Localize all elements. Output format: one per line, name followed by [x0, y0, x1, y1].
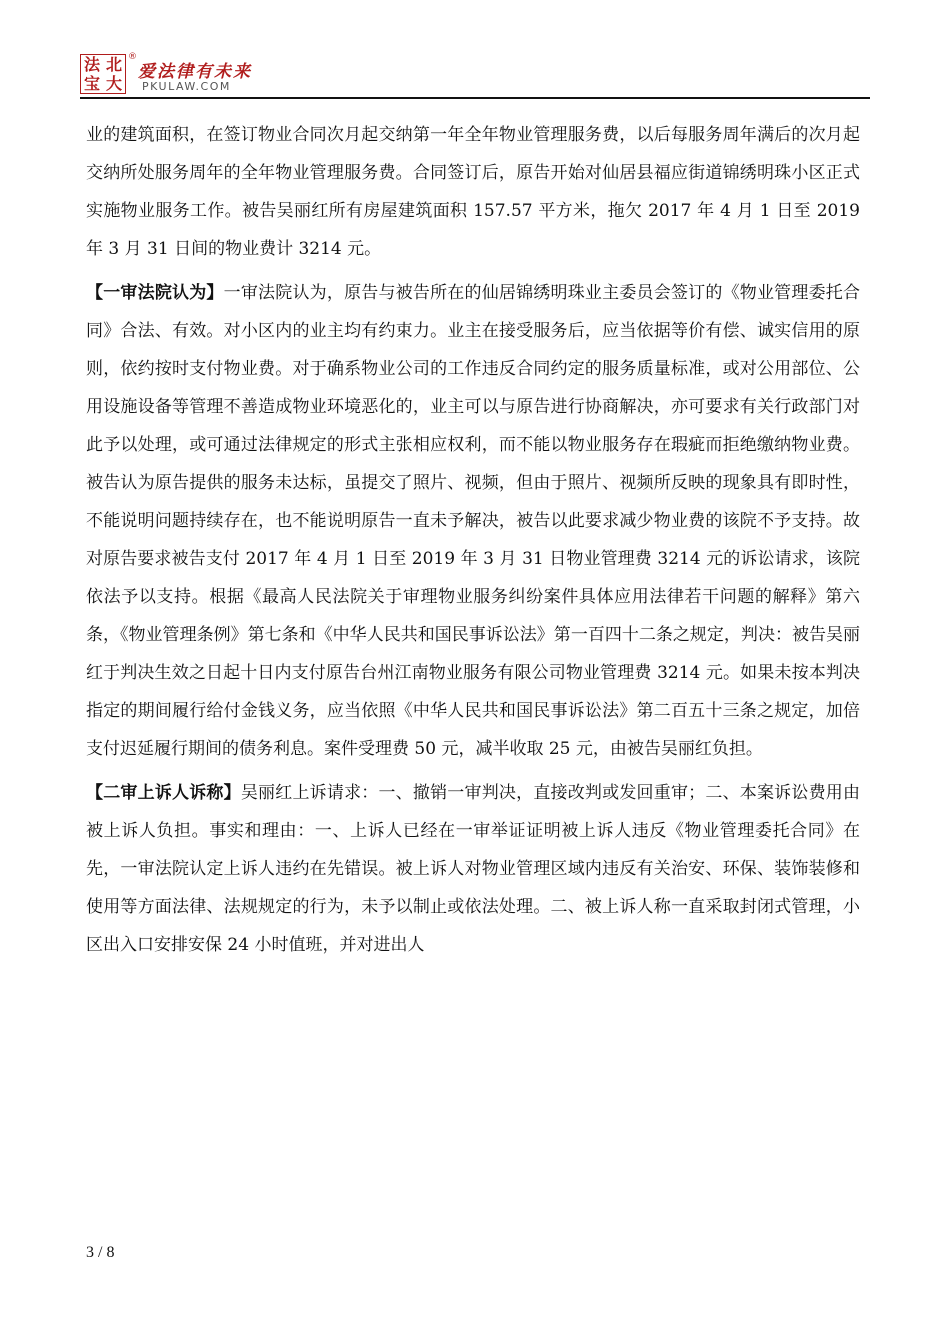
page-number: 3 / 8	[86, 1244, 115, 1261]
paragraph-text: 吴丽红上诉请求：一、撤销一审判决，直接改判或发回重审；二、本案诉讼费用由被上诉人负担。事实和理由：一、上诉人已经在一审举证证明被上诉人违反《物业管理委托合同》在先，一审法院认定上诉人违约在先错误。被上诉人对物业管理区域内违反有关治安、环保、装饰装修和使用等方面法律、法规规定的行为，未予以制止或依法处理。二、被上诉人称一直采取封闭式管理，小区出入口安排安保 24 小时值班，并对进出人	[86, 783, 861, 955]
section-label: 【一审法院认为】	[86, 283, 224, 303]
logo-slogan: 爱法律有未来	[138, 62, 252, 82]
header-divider	[80, 97, 870, 99]
document-body	[86, 116, 860, 970]
logo-char: 北	[105, 55, 122, 74]
logo-site: PKULAW.COM	[142, 80, 231, 93]
pkulaw-logo	[80, 54, 126, 94]
section-label: 【二审上诉人诉称】	[86, 783, 241, 803]
logo-char: 宝	[83, 74, 100, 93]
page-header	[80, 50, 870, 100]
paragraph	[86, 274, 860, 768]
paragraph-text: 一审法院认为，原告与被告所在的仙居锦绣明珠业主委员会签订的《物业管理委托合同》合法、有效。对小区内的业主均有约束力。业主在接受服务后，应当依据等价有偿、诚实信用的原则，依约按时支付物业费。对于确系物业公司的工作违反合同约定的服务质量标准，或对公用部位、公用设施设备等管理不善造成物业环境恶化的，业主可以与原告进行协商解决，亦可要求有关行政部门对此予以处理，或可通过法律规定的形式主张相应权利，而不能以物业服务存在瑕疵而拒绝缴纳物业费。被告认为原告提供的服务未达标，虽提交了照片、视频，但由于照片、视频所反映的现象具有即时性，不能说明问题持续存在，也不能说明原告一直未予解决，被告以此要求减少物业费的该院不予支持。故对原告要求被告支付 2017 年 4 月 1 日至 2019 年 3 月 31 日物业管理费 3214 元的诉讼请求，该院依法予以支持。根据《最高人民法院关于审理物业服务纠纷案件具体应用法律若干问题的解释》第六条，《物业管理条例》第七条和《中华人民共和国民事诉讼法》第一百四十二条之规定，判决：被告吴丽红于判决生效之日起十日内支付原告台州江南物业服务有限公司物业管理费 3214 元。如果未按本判决指定的期间履行给付金钱义务，应当依照《中华人民共和国民事诉讼法》第二百五十三条之规定，加倍支付迟延履行期间的债务利息。案件受理费 50 元，减半收取 25 元，由被告吴丽红负担。	[86, 283, 861, 759]
logo-char: 法	[83, 55, 100, 74]
registered-mark: ®	[128, 52, 137, 62]
paragraph	[86, 774, 860, 964]
logo-char: 大	[105, 74, 122, 93]
paragraph	[86, 116, 860, 268]
paragraph-text: 业的建筑面积，在签订物业合同次月起交纳第一年全年物业管理服务费，以后每服务周年满后的次月起交纳所处服务周年的全年物业管理服务费。合同签订后，原告开始对仙居县福应街道锦绣明珠小区正式实施物业服务工作。被告吴丽红所有房屋建筑面积 157.57 平方米，拖欠 2017 年 4 月 1 日至 2019 年 3 月 31 日间的物业费计 3214 元。	[86, 125, 860, 259]
